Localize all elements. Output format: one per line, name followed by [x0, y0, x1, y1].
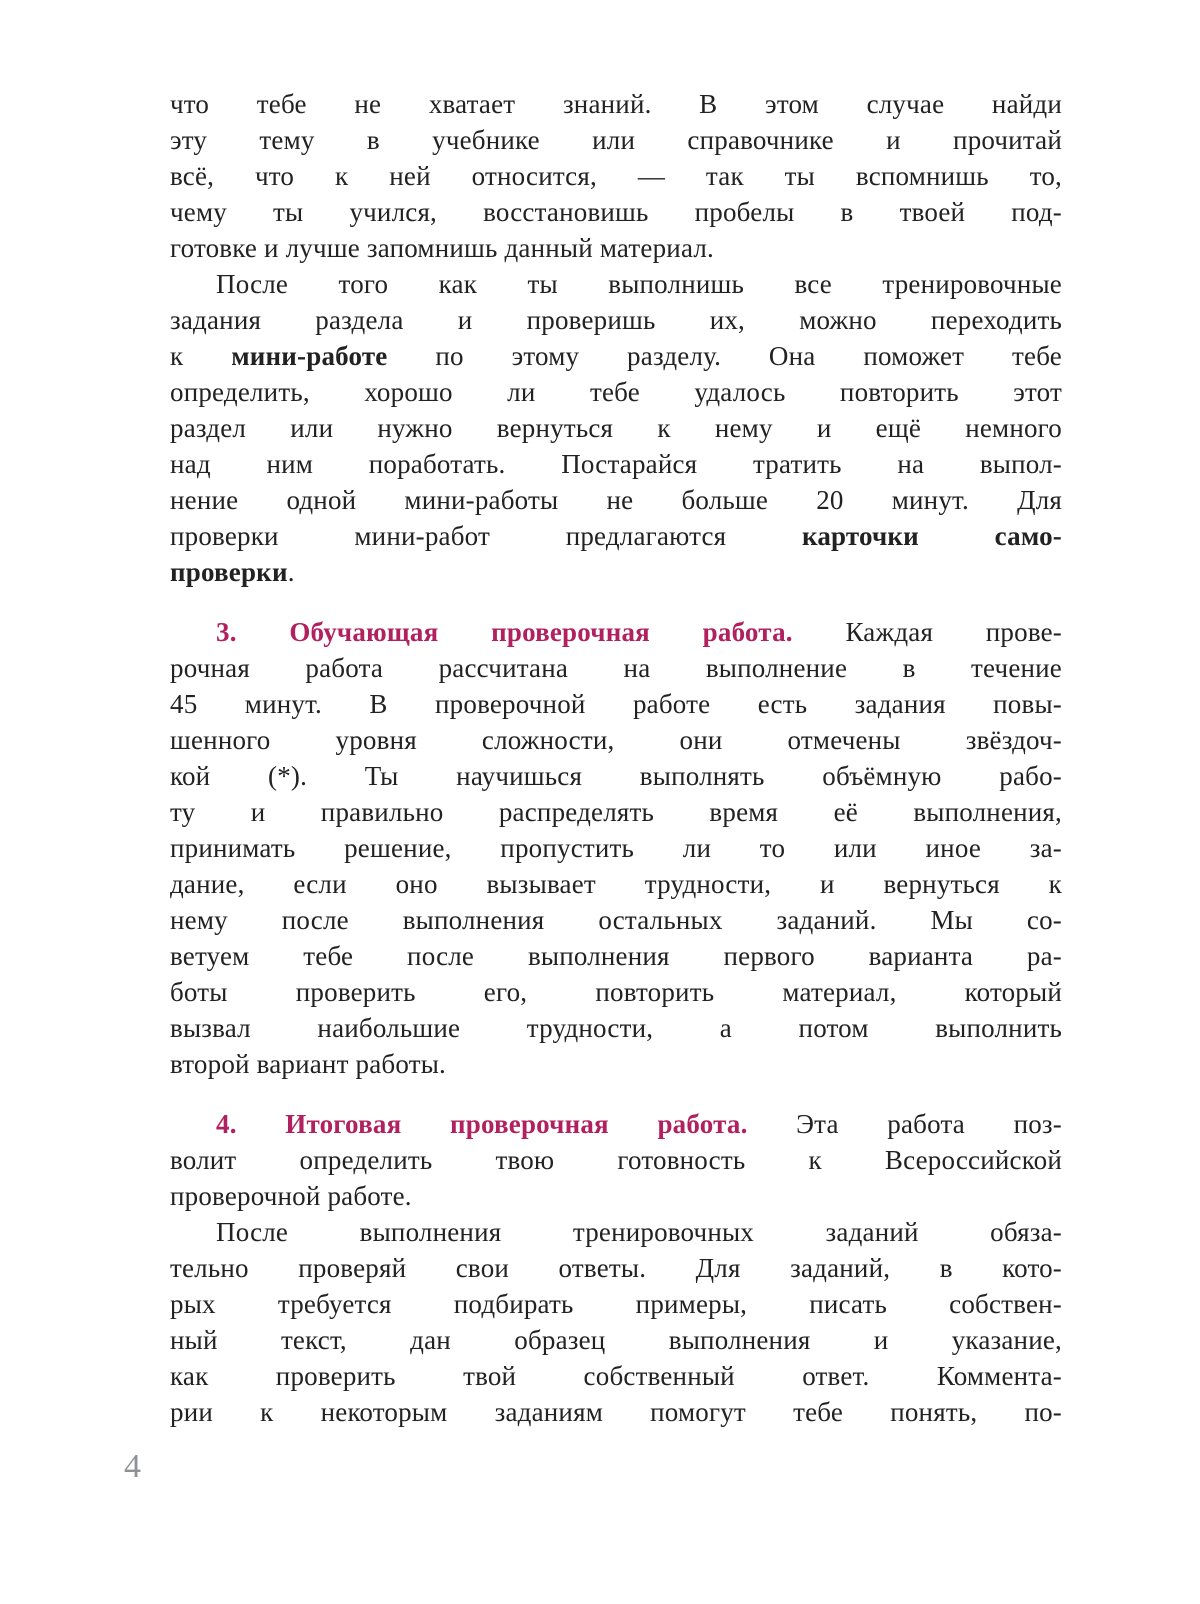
bold-text: мини-работе: [231, 341, 388, 371]
text-line: нение одной мини-работы не больше 20 минут. Для: [170, 485, 1062, 515]
text-line: волит определить твою готовность к Всероссийской: [170, 1145, 1062, 1175]
text-line: После выполнения тренировочных заданий обяза-: [216, 1217, 1062, 1247]
text-line: проверки мини-работ предлагаются карточки само-: [170, 521, 1062, 551]
bold-text: карточки само-: [801, 521, 1062, 551]
paragraph: [170, 1106, 1062, 1214]
text-line: что тебе не хватает знаний. В этом случае найди: [170, 89, 1062, 119]
text-line: ту и правильно распределять время её выполнения,: [170, 797, 1062, 827]
text-line: как проверить твой собственный ответ. Коммента-: [170, 1361, 1062, 1391]
page-number: 4: [124, 1448, 141, 1485]
text-line: чему ты учился, восстановишь пробелы в твоей под-: [170, 197, 1062, 227]
text-block: [170, 86, 1062, 1430]
text-line: вызвал наибольшие трудности, а потом выполнить: [170, 1013, 1062, 1043]
text-line: нему после выполнения остальных заданий. Мы со-: [170, 905, 1062, 935]
text-line: всё, что к ней относится, — так ты вспомнишь то,: [170, 161, 1062, 191]
text-line: ветуем тебе после выполнения первого варианта ра-: [170, 941, 1062, 971]
text-line: второй вариант работы.: [170, 1049, 446, 1079]
bold-text: проверки: [170, 557, 288, 587]
text-line: рых требуется подбирать примеры, писать собствен-: [170, 1289, 1062, 1319]
text-line: После того как ты выполнишь все тренировочные: [216, 269, 1062, 299]
text-line: проверочной работе.: [170, 1181, 412, 1211]
section-heading: 4. Итоговая проверочная работа.: [216, 1109, 748, 1139]
text-line: 4. Итоговая проверочная работа. Эта работа поз-: [216, 1109, 1062, 1139]
text-line: проверки.: [170, 557, 295, 587]
text-line: эту тему в учебнике или справочнике и прочитай: [170, 125, 1062, 155]
paragraph: [170, 1214, 1062, 1430]
text-line: дание, если оно вызывает трудности, и вернуться к: [170, 869, 1062, 899]
text-line: определить, хорошо ли тебе удалось повторить этот: [170, 377, 1062, 407]
text-line: кой (*). Ты научишься выполнять объёмную рабо-: [170, 761, 1062, 791]
text-line: шенного уровня сложности, они отмечены звёздоч-: [170, 725, 1062, 755]
text-line: раздел или нужно вернуться к нему и ещё немного: [170, 413, 1062, 443]
text-line: готовке и лучше запомнишь данный материал.: [170, 233, 714, 263]
text-line: ный текст, дан образец выполнения и указание,: [170, 1325, 1062, 1355]
text-line: 3. Обучающая проверочная работа. Каждая прове-: [216, 617, 1062, 647]
text-line: рии к некоторым заданиям помогут тебе понять, по-: [170, 1397, 1062, 1427]
text-line: рочная работа рассчитана на выполнение в течение: [170, 653, 1062, 683]
text-line: над ним поработать. Постарайся тратить на выпол-: [170, 449, 1062, 479]
paragraph: [170, 266, 1062, 590]
text-line: принимать решение, пропустить ли то или иное за-: [170, 833, 1062, 863]
text-line: к мини-работе по этому разделу. Она поможет тебе: [170, 341, 1062, 371]
paragraph: [170, 614, 1062, 1082]
section-heading: 3. Обучающая проверочная работа.: [216, 617, 793, 647]
text-line: задания раздела и проверишь их, можно переходить: [170, 305, 1062, 335]
paragraph: [170, 86, 1062, 266]
text-line: боты проверить его, повторить материал, который: [170, 977, 1062, 1007]
text-line: 45 минут. В проверочной работе есть задания повы-: [170, 689, 1062, 719]
text-line: тельно проверяй свои ответы. Для заданий, в кото-: [170, 1253, 1062, 1283]
